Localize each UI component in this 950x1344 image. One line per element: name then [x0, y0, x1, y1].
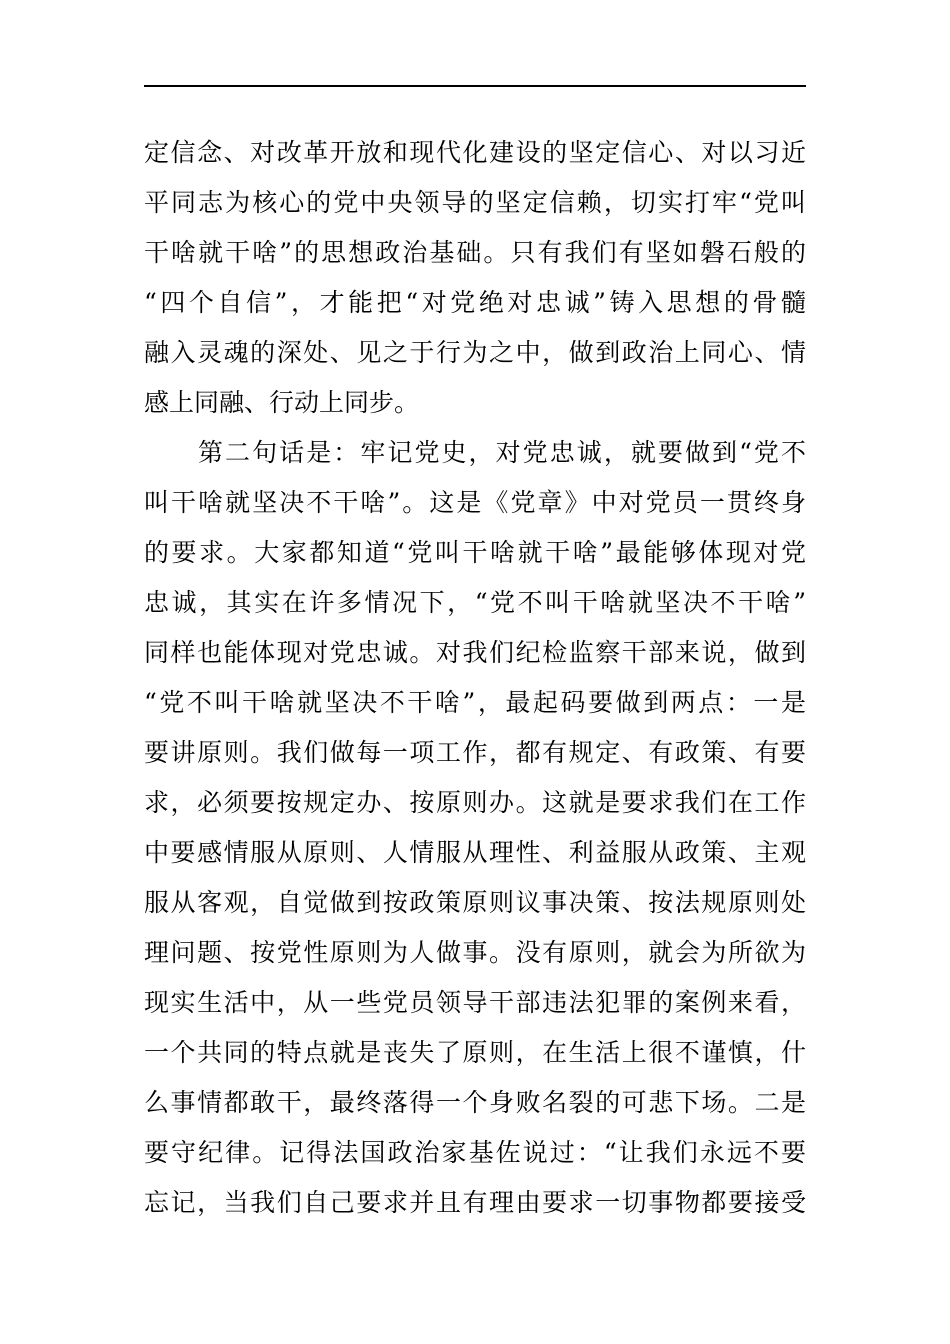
text-line: 忠诚，其实在许多情况下，“党不叫干啥就坚决不干啥”	[144, 588, 806, 617]
header-rule	[144, 85, 806, 87]
text-line: 要讲原则。我们做每一项工作，都有规定、有政策、有要	[144, 738, 806, 767]
text-line: 叫干啥就坚决不干啥”。这是《党章》中对党员一贯终身	[144, 488, 806, 517]
text-line: 忘记，当我们自己要求并且有理由要求一切事物都要接受	[144, 1188, 806, 1217]
text-line: 融入灵魂的深处、见之于行为之中，做到政治上同心、情	[144, 338, 806, 367]
text-line: 理问题、按党性原则为人做事。没有原则，就会为所欲为	[144, 938, 806, 967]
body-text	[144, 128, 806, 1228]
text-line: 干啥就干啥”的思想政治基础。只有我们有坚如磐石般的	[144, 238, 806, 267]
text-line: 一个共同的特点就是丧失了原则，在生活上很不谨慎，什	[144, 1038, 806, 1067]
text-line: 服从客观，自觉做到按政策原则议事决策、按法规原则处	[144, 888, 806, 917]
text-line: 现实生活中，从一些党员领导干部违法犯罪的案例来看，	[144, 988, 806, 1017]
text-line: 同样也能体现对党忠诚。对我们纪检监察干部来说，做到	[144, 638, 806, 667]
text-line: “四个自信”，才能把“对党绝对忠诚”铸入思想的骨髓	[144, 288, 806, 317]
text-line: “党不叫干啥就坚决不干啥”，最起码要做到两点：一是	[144, 688, 806, 717]
text-line: 求，必须要按规定办、按原则办。这就是要求我们在工作	[144, 788, 806, 817]
text-line: 定信念、对改革开放和现代化建设的坚定信心、对以习近	[144, 138, 806, 167]
text-line: 中要感情服从原则、人情服从理性、利益服从政策、主观	[144, 838, 806, 867]
text-line: 的要求。大家都知道“党叫干啥就干啥”最能够体现对党	[144, 538, 806, 567]
text-line: 感上同融、行动上同步。	[144, 388, 420, 417]
text-line: 第二句话是：牢记党史，对党忠诚，就要做到“党不	[198, 438, 806, 467]
text-line: 么事情都敢干，最终落得一个身败名裂的可悲下场。二是	[144, 1088, 806, 1117]
text-line: 平同志为核心的党中央领导的坚定信赖，切实打牢“党叫	[144, 188, 806, 217]
text-line: 要守纪律。记得法国政治家基佐说过：“让我们永远不要	[144, 1138, 806, 1167]
